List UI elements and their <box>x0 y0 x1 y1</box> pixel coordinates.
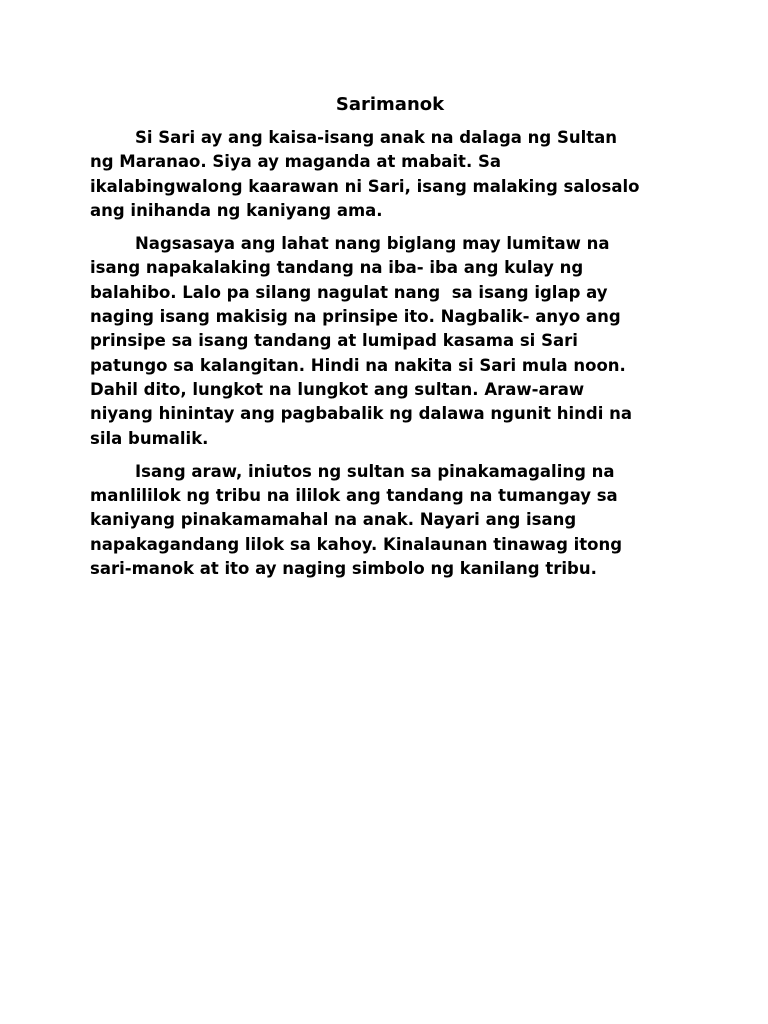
paragraph-3-line-2: manlililok ng tribu na ililok ang tandang na tumangay sa <box>90 486 618 506</box>
paragraph-1-line-1: Si Sari ay ang kaisa-isang anak na dalaga ng Sultan <box>135 128 618 147</box>
paragraph-3-line-3: kaniyang pinakamamahal na anak. Nayari ang isang <box>90 510 577 530</box>
paragraph-3-line-4: napakagandang lilok sa kahoy. Kinalaunan tinawag itong <box>90 534 623 554</box>
paragraph-3-line-1: Isang araw, iniutos ng sultan sa pinakamagaling na <box>135 461 615 481</box>
paragraph-2-line-9: sila bumalik. <box>90 428 209 448</box>
paragraph-2-line-7: Dahil dito, lungkot na lungkot ang sultan. Araw-araw <box>90 379 585 399</box>
paragraph-1 <box>90 126 690 223</box>
paragraph-1-line-2: ng Maranao. Siya ay maganda at mabait. Sa <box>90 152 501 172</box>
paragraph-2-line-5: prinsipe sa isang tandang at lumipad kasama si Sari <box>90 331 578 351</box>
paragraph-2-line-4: naging isang makisig na prinsipe ito. Nagbalik- anyo ang <box>90 307 621 327</box>
paragraph-3-line-5: sari-manok at ito ay naging simbolo ng kanilang tribu. <box>90 559 597 579</box>
paragraph-3 <box>90 460 690 581</box>
document-title: Sarimanok <box>335 94 445 115</box>
paragraph-2-line-1: Nagsasaya ang lahat nang biglang may lumitaw na <box>135 234 610 254</box>
document-page <box>90 94 690 590</box>
paragraph-2-line-3: balahibo. Lalo pa silang nagulat nang sa isang iglap ay <box>90 282 608 302</box>
paragraph-2-line-2: isang napakalaking tandang na iba- iba ang kulay ng <box>90 258 584 278</box>
paragraph-1-line-4: ang inihanda ng kaniyang ama. <box>90 200 383 220</box>
paragraph-2-line-8: niyang hinintay ang pagbabalik ng dalawa ngunit hindi na <box>90 404 633 424</box>
paragraph-2 <box>90 232 690 451</box>
paragraph-2-line-6: patungo sa kalangitan. Hindi na nakita si Sari mula noon. <box>90 355 626 375</box>
paragraph-1-line-3: ikalabingwalong kaarawan ni Sari, isang malaking salosalo <box>90 176 640 196</box>
